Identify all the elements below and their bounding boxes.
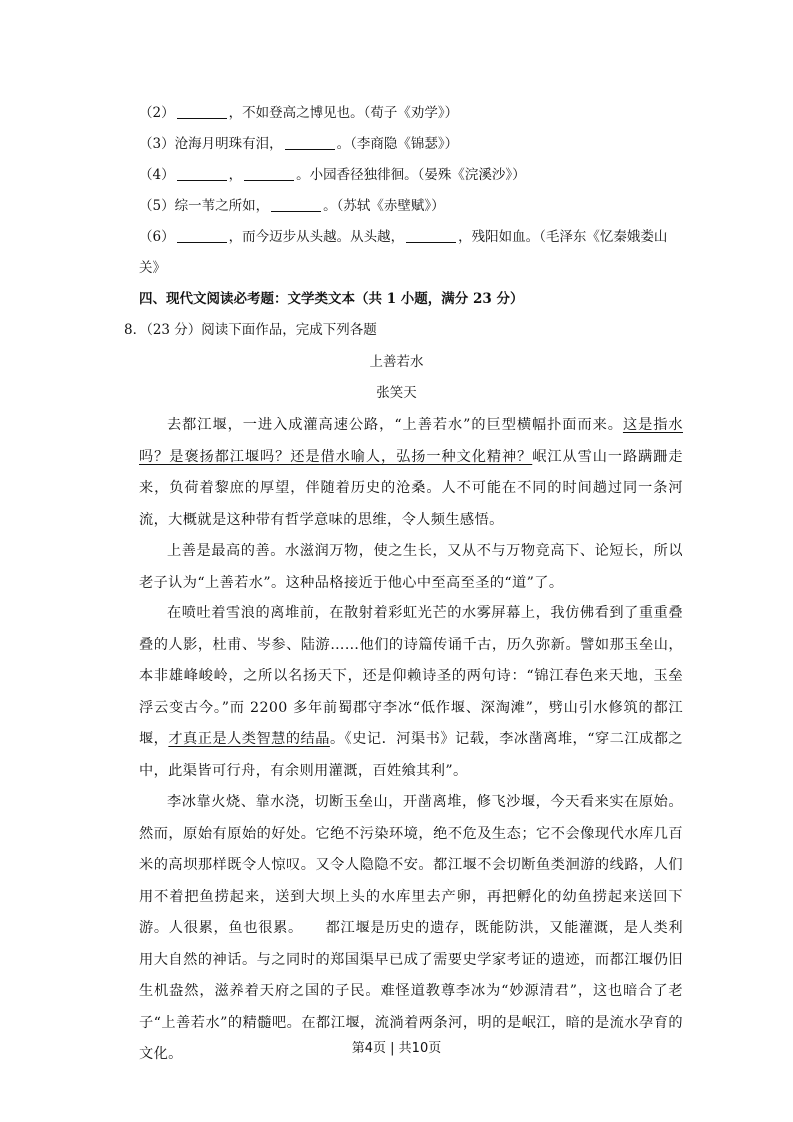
fill-item-4 xyxy=(139,165,526,185)
item-text: 。（李商隐《锦瑟》） xyxy=(336,136,459,152)
item-text: 。小园香径独徘徊。（晏殊《浣溪沙》） xyxy=(296,167,526,183)
item-text: （5）综一苇之所如， xyxy=(139,198,270,214)
item-text: 。（苏轼《赤壁赋》） xyxy=(323,198,445,214)
item-text: ， xyxy=(228,167,243,183)
item-text: （2） xyxy=(139,105,175,121)
answer-blank[interactable] xyxy=(177,104,227,119)
page-footer: 第4页 | 共10页 xyxy=(351,1041,442,1056)
answer-blank[interactable] xyxy=(177,166,227,181)
answer-blank[interactable] xyxy=(406,228,456,243)
question-intro: 8．（23 分）阅读下面作品，完成下列各题 xyxy=(124,322,377,338)
underlined-sentence: 这是指水吗？是褒扬都江堰吗？还是借水喻人，弘扬一种文化精神？ xyxy=(139,417,683,465)
fill-item-3 xyxy=(139,134,458,154)
fill-item-2 xyxy=(139,103,458,123)
answer-blank[interactable] xyxy=(285,135,335,150)
item-text: 关》 xyxy=(139,260,166,276)
fill-item-5 xyxy=(139,196,445,216)
article-paragraph-2: 上善是最高的善。水滋润万物，使之生长，又从不与万物竞高下、论短长，所以老子认为“上善若水”。这种品格接近于他心中至高至圣的“道”了。 xyxy=(139,543,683,591)
fill-item-6 xyxy=(139,227,667,247)
item-text: （6） xyxy=(139,229,175,245)
section-heading: 四、现代文阅读必考题：文学类文本（共 1 小题，满分 23 分） xyxy=(139,291,524,307)
article-author: 张笑天 xyxy=(376,385,417,401)
item-text: ，不如登高之博见也。（荀子《劝学》） xyxy=(228,105,459,121)
answer-blank[interactable] xyxy=(177,228,227,243)
item-text: （3）沧海月明珠有泪， xyxy=(139,136,283,152)
answer-blank[interactable] xyxy=(271,197,321,212)
article-paragraph-3: 在喷吐着雪浪的离堆前，在散射着彩虹光芒的水雾屏幕上，我仿佛看到了重重叠叠的人影，杜甫、岑参、陆游……他们的诗篇传诵千古，历久弥新。譬如那玉垒山，本非雄峰峻岭，之所以名扬天下，还是仰赖诗圣的两句诗：“锦江春色来天地，玉垒浮云变古今。”而 2200 多年前蜀郡守李冰“低作堰、深淘滩”，劈山引水修筑的都江堰，才真正是人类智慧的结晶。《史记．河渠书》记载，李冰凿离堆，“穿二江成都之中，此渠皆可行舟，有余则用灌溉，百姓飨其利”。 xyxy=(139,605,683,779)
article-paragraph-1: 去都江堰，一进入成灌高速公路，“上善若水”的巨型横幅扑面而来。这是指水吗？是褒扬都江堰吗？还是借水喻人，弘扬一种文化精神？岷江从雪山一路蹒跚走来，负荷着黎庶的厚望，伴随着历史的沧桑。人不可能在不同的时间趟过同一条河流，大概就是这种带有哲学意味的思维，令人频生感悟。 xyxy=(139,417,683,528)
article-title: 上善若水 xyxy=(369,354,424,370)
item-text: ，残阳如血。（毛泽东《忆秦娥娄山 xyxy=(458,229,668,245)
answer-blank[interactable] xyxy=(244,166,294,181)
article-paragraph-4: 李冰靠火烧、靠水浇，切断玉垒山，开凿离堆，修飞沙堰，今天看来实在原始。然而，原始有原始的好处。它绝不污染环境，绝不危及生态；它不会像现代水库几百米的高坝那样既令人惊叹。又令人隐隐不安。都江堰不会切断鱼类洄游的线路，人们用不着把鱼捞起来，送到大坝上头的水库里去产卵，再把孵化的幼鱼捞起来送回下游。人很累，鱼也很累。 都江堰是历史的遗存，既能防洪，又能灌溉，是人类利用大自然的神话。与之同时的郑国渠早已成了需要史学家考证的遗迹，而都江堰仍旧生机盎然，滋养着天府之国的子民。难怪道教尊李冰为“妙源清君”，这也暗合了老子“上善若水”的精髓吧。在都江堰，流淌着两条河，明的是岷江，暗的是流水孕育的文化。 xyxy=(139,794,683,1062)
item-text: ，而今迈步从头越。从头越， xyxy=(228,229,405,245)
item-text: （4） xyxy=(139,167,175,183)
fill-item-6-continued xyxy=(139,258,166,278)
underlined-phrase: 才真正是人类智慧的结晶 xyxy=(168,731,330,747)
